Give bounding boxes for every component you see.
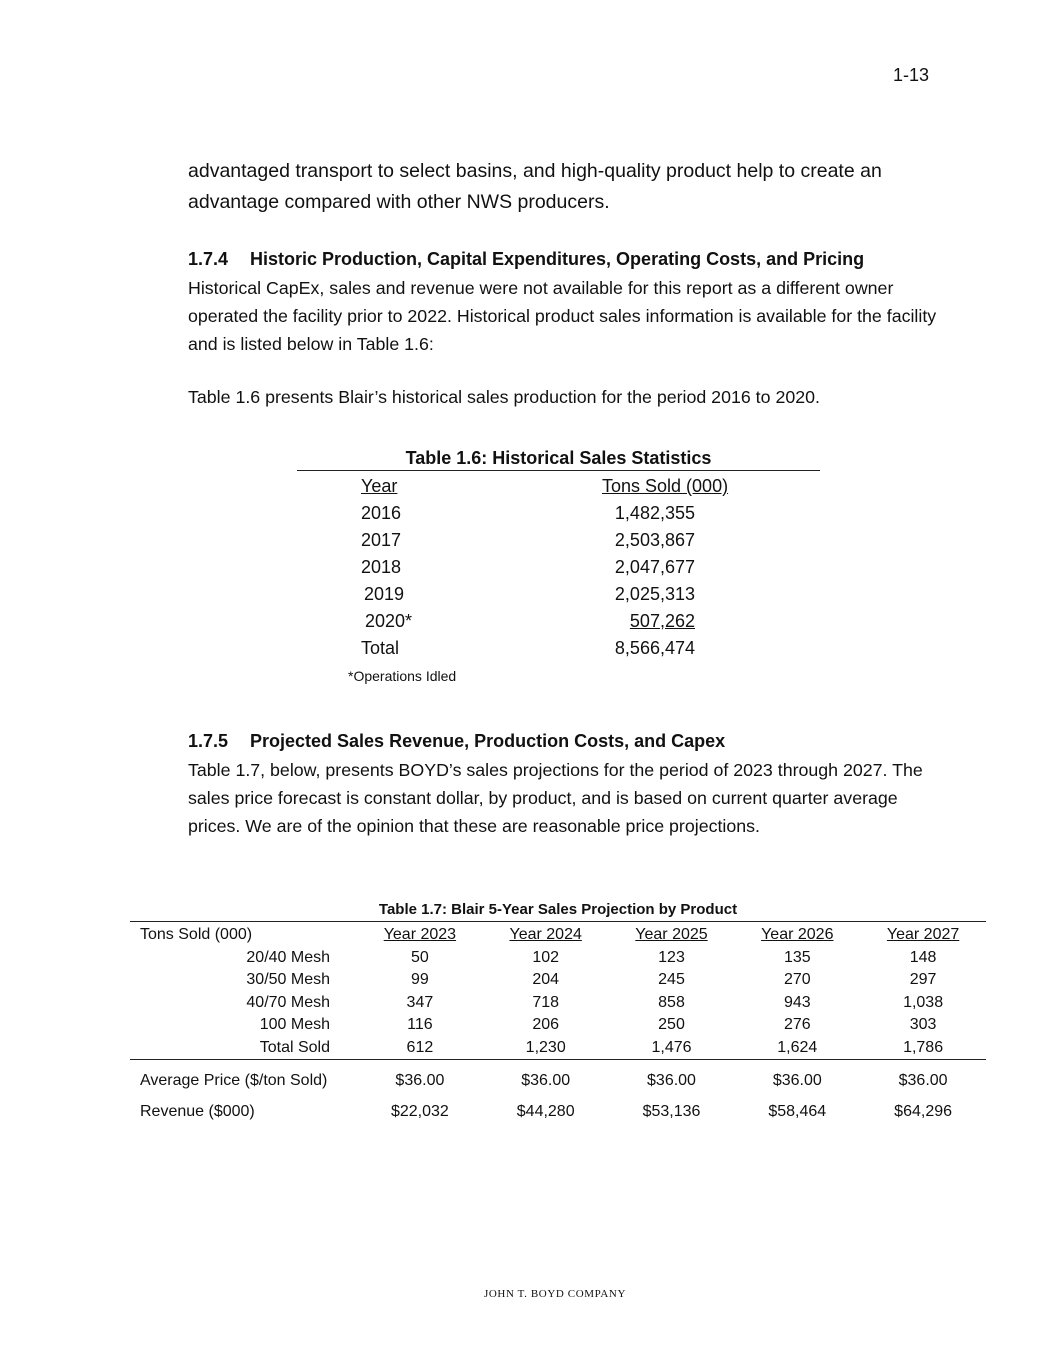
value-cell: $36.00 — [521, 1071, 571, 1089]
value-cell: 347 — [406, 993, 434, 1011]
year-cell: 2017 — [361, 530, 402, 550]
value-cell: 102 — [532, 948, 560, 966]
table-row — [130, 969, 986, 992]
value-cell: 858 — [658, 993, 685, 1011]
row-label: Revenue ($000) — [140, 1103, 255, 1121]
value-cell: $36.00 — [647, 1071, 696, 1089]
page-number: 1-13 — [893, 65, 930, 85]
year-cell: Total — [361, 638, 400, 658]
table-total-row — [130, 1037, 986, 1060]
tons-cell: 507,262 — [629, 611, 695, 631]
section-number: 1.7.5 — [188, 731, 229, 751]
table-row — [340, 527, 740, 554]
header-label: Tons Sold (000) — [140, 926, 253, 944]
value-cell: 612 — [357, 1037, 483, 1060]
value-cell: 270 — [783, 971, 811, 989]
footer-company-name: JOHN T. BOYD COMPANY — [484, 1288, 626, 1300]
value-cell: 250 — [658, 1016, 685, 1034]
value-cell: $36.00 — [898, 1071, 948, 1089]
value-cell: 1,786 — [860, 1037, 986, 1060]
value-cell: 276 — [783, 1016, 811, 1034]
section-title: Historic Production, Capital Expenditures, Operating Costs, and Pricing — [250, 249, 865, 269]
value-cell: 1,624 — [734, 1037, 860, 1060]
year-header: Year 2025 — [635, 926, 708, 944]
value-cell: $44,280 — [516, 1103, 575, 1121]
table-1-6-intro: Table 1.6 presents Blair’s historical sales production for the period 2016 to 2020. — [188, 387, 820, 407]
year-cell: 2018 — [361, 557, 402, 577]
value-cell: 1,476 — [609, 1037, 735, 1060]
value-cell: 123 — [658, 948, 685, 966]
header-tons-sold: Tons Sold (000) — [602, 476, 729, 496]
value-cell: 116 — [407, 1016, 433, 1034]
table-row — [130, 947, 986, 970]
table-1-7-caption: Table 1.7: Blair 5-Year Sales Projection by Product — [130, 899, 986, 922]
value-cell: $64,296 — [894, 1103, 953, 1121]
value-cell: 148 — [909, 948, 937, 966]
value-cell: $58,464 — [768, 1103, 827, 1121]
section-1-7-4 — [188, 247, 948, 358]
section-body: Historical CapEx, sales and revenue were not available for this report as a different owner operated the facility prior to 2022. Historical product sales information is available for the facility and is listed below in Table 1.6: — [188, 278, 937, 354]
tons-cell: 2,503,867 — [614, 530, 695, 550]
tons-cell: 2,047,677 — [614, 557, 695, 577]
year-cell: 2019 — [364, 584, 405, 604]
value-cell: $36.00 — [772, 1071, 822, 1089]
row-label: 100 Mesh — [259, 1016, 330, 1034]
value-cell: 297 — [909, 971, 937, 989]
table-row — [340, 581, 740, 608]
table-header-row — [130, 924, 986, 947]
value-cell: 245 — [658, 971, 685, 989]
revenue-row — [130, 1101, 986, 1124]
table-total-row — [340, 635, 740, 662]
tons-cell: 2,025,313 — [614, 584, 695, 604]
value-cell: $22,032 — [390, 1103, 449, 1121]
value-cell: $36.00 — [395, 1071, 445, 1089]
value-cell: 99 — [411, 971, 429, 989]
value-cell: 135 — [783, 948, 811, 966]
value-cell: 303 — [909, 1016, 937, 1034]
section-heading — [188, 247, 948, 271]
year-header: Year 2024 — [509, 926, 582, 944]
table-row — [340, 500, 740, 527]
value-cell: 943 — [783, 993, 811, 1011]
row-label: 30/50 Mesh — [246, 971, 330, 989]
section-title: Projected Sales Revenue, Production Costs, and Capex — [250, 731, 726, 751]
tons-cell: 8,566,474 — [614, 638, 695, 658]
year-cell: 2016 — [361, 503, 402, 523]
table-row — [340, 554, 740, 581]
section-1-7-5 — [188, 729, 948, 840]
value-cell: 1,230 — [483, 1037, 609, 1060]
table-row — [130, 992, 986, 1015]
year-header: Year 2026 — [761, 926, 834, 944]
value-cell: 50 — [411, 948, 429, 966]
table-row — [340, 608, 740, 635]
section-number: 1.7.4 — [188, 249, 229, 269]
value-cell: 718 — [532, 993, 560, 1011]
tons-cell: 1,482,355 — [614, 503, 695, 523]
intro-paragraph: advantaged transport to select basins, and high-quality product help to create an advantage compared with other NWS producers. — [188, 160, 882, 213]
value-cell: 204 — [532, 971, 560, 989]
row-label: Total Sold — [130, 1037, 357, 1060]
header-year: Year — [361, 476, 398, 496]
average-price-row — [130, 1060, 986, 1102]
historical-sales-table — [340, 473, 740, 662]
value-cell: 1,038 — [903, 993, 944, 1011]
year-cell: 2020* — [365, 611, 413, 631]
table-header-row — [340, 473, 740, 500]
table-1-6-caption: Table 1.6: Historical Sales Statistics — [297, 446, 820, 471]
row-label: Average Price ($/ton Sold) — [140, 1072, 328, 1089]
year-header: Year 2023 — [383, 926, 457, 944]
section-heading — [188, 729, 948, 753]
sales-projection-table — [130, 924, 986, 1124]
row-label: 20/40 Mesh — [246, 948, 330, 966]
row-label: 40/70 Mesh — [246, 993, 330, 1011]
table-row — [130, 1014, 986, 1037]
value-cell: $53,136 — [642, 1103, 701, 1121]
year-header: Year 2027 — [886, 926, 960, 944]
section-body: Table 1.7, below, presents BOYD’s sales projections for the period of 2023 through 2027. The sales price forecast is constant dollar, by product, and is based on current quarter average prices. We are of the opinion that these are reasonable price projections. — [188, 760, 923, 836]
value-cell: 206 — [532, 1016, 560, 1034]
table-footnote: *Operations Idled — [348, 668, 457, 684]
